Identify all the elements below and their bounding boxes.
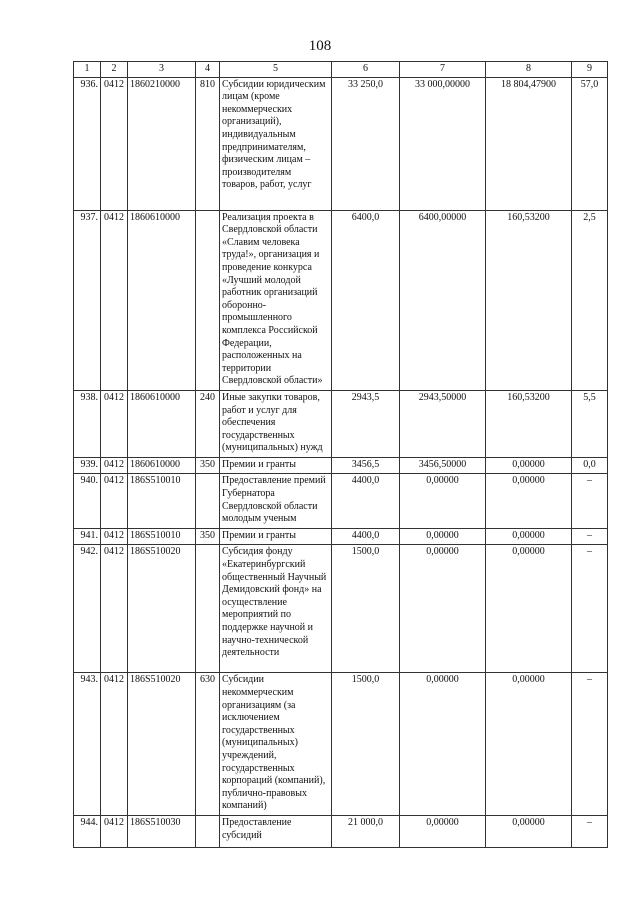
row-number: 939. [74, 457, 101, 474]
item-name: Иные закупки товаров, работ и услуг для обеспечения государственных (муниципальных) нужд [220, 390, 332, 457]
amount-col7: 0,00000 [400, 474, 486, 528]
item-name: Премии и гранты [220, 457, 332, 474]
row-number: 937. [74, 210, 101, 390]
amount-col7: 0,00000 [400, 528, 486, 545]
row-number: 943. [74, 673, 101, 816]
table-row [74, 457, 608, 474]
amount-col8: 18 804,47900 [486, 77, 572, 210]
section-code: 0412 [101, 77, 128, 210]
target-code: 1860610000 [128, 457, 196, 474]
page-number: 108 [308, 38, 332, 54]
amount-col6: 21 000,0 [332, 815, 400, 847]
item-name: Субсидии юридическим лицам (кроме некоммерческих организаций), индивидуальным предпринимателям, физическим лицам – производителям товаров, работ, услуг [220, 77, 332, 210]
expense-type-code: 630 [196, 673, 220, 816]
item-name: Предоставление премий Губернатора Свердловской области молодым ученым [220, 474, 332, 528]
table-row [74, 210, 608, 390]
column-header: 2 [101, 62, 128, 78]
target-code: 186S510030 [128, 815, 196, 847]
amount-col7: 6400,00000 [400, 210, 486, 390]
amount-col8: 0,00000 [486, 474, 572, 528]
section-code: 0412 [101, 815, 128, 847]
table-row [74, 528, 608, 545]
expense-type-code: 350 [196, 457, 220, 474]
amount-col6: 4400,0 [332, 474, 400, 528]
table-row [74, 673, 608, 816]
section-code: 0412 [101, 474, 128, 528]
amount-col7: 0,00000 [400, 815, 486, 847]
column-header: 8 [486, 62, 572, 78]
section-code: 0412 [101, 210, 128, 390]
row-number: 942. [74, 545, 101, 673]
table-row [74, 390, 608, 457]
percent-col9: – [572, 815, 608, 847]
amount-col7: 33 000,00000 [400, 77, 486, 210]
table-row [74, 474, 608, 528]
target-code: 1860610000 [128, 210, 196, 390]
amount-col6: 2943,5 [332, 390, 400, 457]
percent-col9: – [572, 528, 608, 545]
row-number: 938. [74, 390, 101, 457]
amount-col8: 0,00000 [486, 815, 572, 847]
table-row [74, 77, 608, 210]
target-code: 186S510010 [128, 528, 196, 545]
expense-type-code: 240 [196, 390, 220, 457]
amount-col7: 3456,50000 [400, 457, 486, 474]
target-code: 186S510010 [128, 474, 196, 528]
amount-col6: 1500,0 [332, 673, 400, 816]
section-code: 0412 [101, 457, 128, 474]
percent-col9: 2,5 [572, 210, 608, 390]
amount-col8: 0,00000 [486, 528, 572, 545]
amount-col6: 1500,0 [332, 545, 400, 673]
column-header: 3 [128, 62, 196, 78]
column-header: 1 [74, 62, 101, 78]
section-code: 0412 [101, 545, 128, 673]
budget-table [73, 61, 608, 848]
target-code: 1860610000 [128, 390, 196, 457]
row-number: 936. [74, 77, 101, 210]
amount-col7: 0,00000 [400, 545, 486, 673]
table-row [74, 815, 608, 847]
percent-col9: 0,0 [572, 457, 608, 474]
amount-col8: 160,53200 [486, 390, 572, 457]
amount-col7: 0,00000 [400, 673, 486, 816]
expense-type-code [196, 474, 220, 528]
item-name: Премии и гранты [220, 528, 332, 545]
expense-type-code [196, 815, 220, 847]
amount-col8: 160,53200 [486, 210, 572, 390]
amount-col8: 0,00000 [486, 457, 572, 474]
section-code: 0412 [101, 390, 128, 457]
item-name: Субсидии некоммерческим организациям (за исключением государственных (муниципальных) учреждений, государственных корпораций (компаний), публично-правовых компаний) [220, 673, 332, 816]
item-name: Реализация проекта в Свердловской области «Славим человека труда!», организация и проведение конкурса «Лучший молодой работник организаций оборонно-промышленного комплекса Российской Федерации, расположенных на территории Свердловской области» [220, 210, 332, 390]
section-code: 0412 [101, 673, 128, 816]
expense-type-code: 810 [196, 77, 220, 210]
percent-col9: – [572, 545, 608, 673]
amount-col6: 3456,5 [332, 457, 400, 474]
amount-col7: 2943,50000 [400, 390, 486, 457]
expense-type-code [196, 210, 220, 390]
percent-col9: – [572, 673, 608, 816]
column-header: 7 [400, 62, 486, 78]
column-header: 6 [332, 62, 400, 78]
expense-type-code [196, 545, 220, 673]
table-row [74, 545, 608, 673]
column-header: 4 [196, 62, 220, 78]
section-code: 0412 [101, 528, 128, 545]
amount-col6: 4400,0 [332, 528, 400, 545]
table-header-row [74, 62, 608, 78]
item-name: Субсидия фонду «Екатеринбургский общественный Научный Демидовский фонд» на осуществление мероприятий по поддержке научной и научно-технической деятельности [220, 545, 332, 673]
percent-col9: 5,5 [572, 390, 608, 457]
target-code: 186S510020 [128, 545, 196, 673]
target-code: 1860210000 [128, 77, 196, 210]
row-number: 944. [74, 815, 101, 847]
row-number: 940. [74, 474, 101, 528]
amount-col6: 6400,0 [332, 210, 400, 390]
column-header: 9 [572, 62, 608, 78]
column-header: 5 [220, 62, 332, 78]
percent-col9: 57,0 [572, 77, 608, 210]
amount-col8: 0,00000 [486, 545, 572, 673]
amount-col8: 0,00000 [486, 673, 572, 816]
target-code: 186S510020 [128, 673, 196, 816]
item-name: Предоставление субсидий [220, 815, 332, 847]
amount-col6: 33 250,0 [332, 77, 400, 210]
row-number: 941. [74, 528, 101, 545]
percent-col9: – [572, 474, 608, 528]
expense-type-code: 350 [196, 528, 220, 545]
